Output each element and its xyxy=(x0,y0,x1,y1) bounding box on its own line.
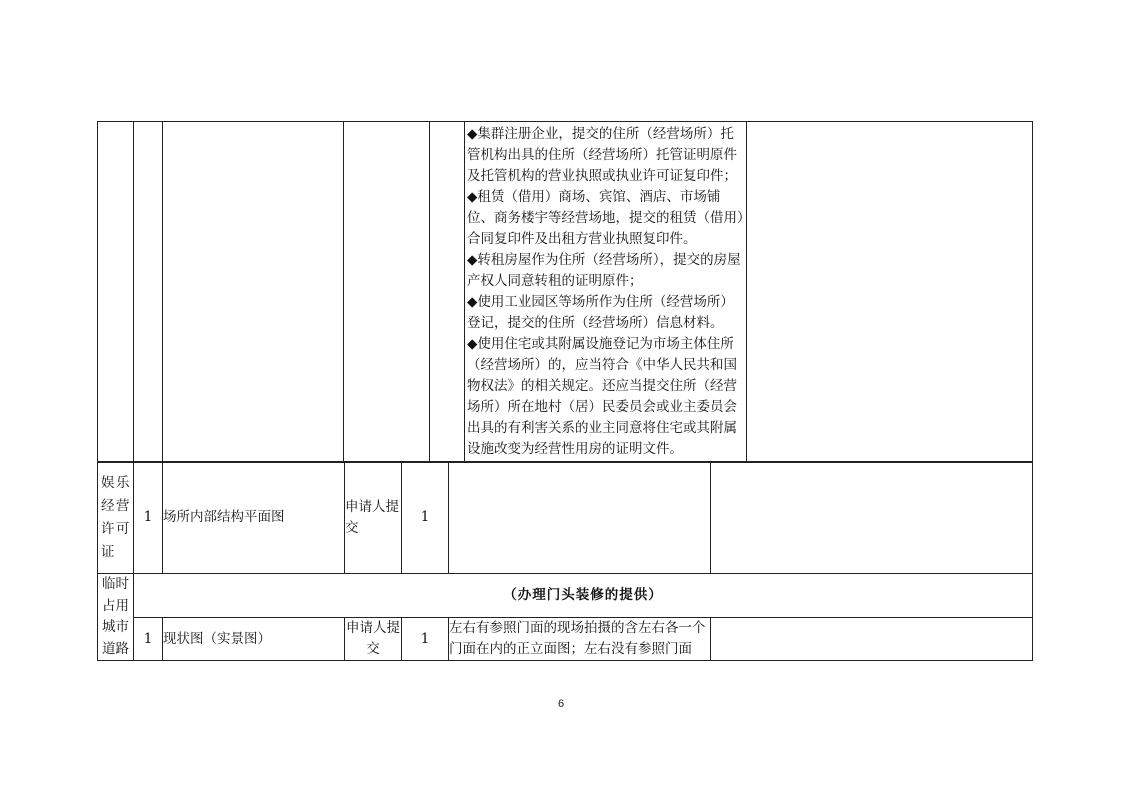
note-cell xyxy=(747,122,1033,463)
list-item: ◆使用住宅或其附属设施登记为市场主体住所（经营场所）的，应当符合《中华人民共和国物权法》的相关规定。还应当提交住所（经营场所）所在地村（居）民委员会或业主委员会出具的有利害关系的业主同意将住宅或其附属设施改变为经营性用房的证明文件。 xyxy=(467,336,737,457)
category-cell xyxy=(98,122,134,463)
table-row xyxy=(98,122,1033,463)
category-cell xyxy=(98,462,134,574)
requirement-cell: 左右有参照门面的现场拍摄的含左右各一个门面在内的正立面图；左右没有参照门面 xyxy=(449,618,711,661)
list-item: ◆使用工业园区等场所作为住所（经营场所）登记，提交的住所（经营场所）信息材料。 xyxy=(467,294,734,331)
category-cell xyxy=(98,574,134,661)
material-cell xyxy=(163,122,344,463)
table-row xyxy=(98,618,1033,661)
requirement-list xyxy=(465,122,746,460)
index-cell xyxy=(134,122,163,463)
copies-cell: 1 xyxy=(402,618,449,661)
page-number: 6 xyxy=(557,698,565,710)
section-banner: （办理门头装修的提供） xyxy=(134,574,1033,618)
source-cell: 申请人提交 xyxy=(345,462,402,574)
note-cell xyxy=(711,618,1033,661)
continuation-table xyxy=(97,121,1033,463)
requirement-cell xyxy=(465,122,747,463)
category-label: 娱乐经营许可证 xyxy=(101,474,130,560)
material-cell: 场所内部结构平面图 xyxy=(163,462,345,574)
list-item: ◆转租房屋作为住所（经营场所），提交的房屋产权人同意转租的证明原件； xyxy=(467,252,741,289)
source-cell: 申请人提交 xyxy=(345,618,402,661)
list-item: ◆租赁（借用）商场、宾馆、酒店、市场铺位、商务楼宇等经营场地，提交的租赁（借用）合同复印件及出租方营业执照复印件。 xyxy=(467,189,744,247)
list-item: ◆集群注册企业，提交的住所（经营场所）托管机构出具的住所（经营场所）托管证明原件及托管机构的营业执照或执业许可证复印件； xyxy=(467,126,737,184)
copies-cell: 1 xyxy=(402,462,449,574)
copies-cell xyxy=(430,122,465,463)
materials-table xyxy=(97,461,1033,661)
table-row xyxy=(98,574,1033,618)
index-cell: 1 xyxy=(134,462,163,574)
index-cell: 1 xyxy=(134,618,163,661)
note-cell xyxy=(711,462,1033,574)
table-row xyxy=(98,462,1033,574)
requirement-cell xyxy=(449,462,711,574)
source-cell xyxy=(344,122,430,463)
material-cell: 现状图（实景图） xyxy=(163,618,345,661)
category-label: 临时占用城市道路 xyxy=(102,576,129,657)
